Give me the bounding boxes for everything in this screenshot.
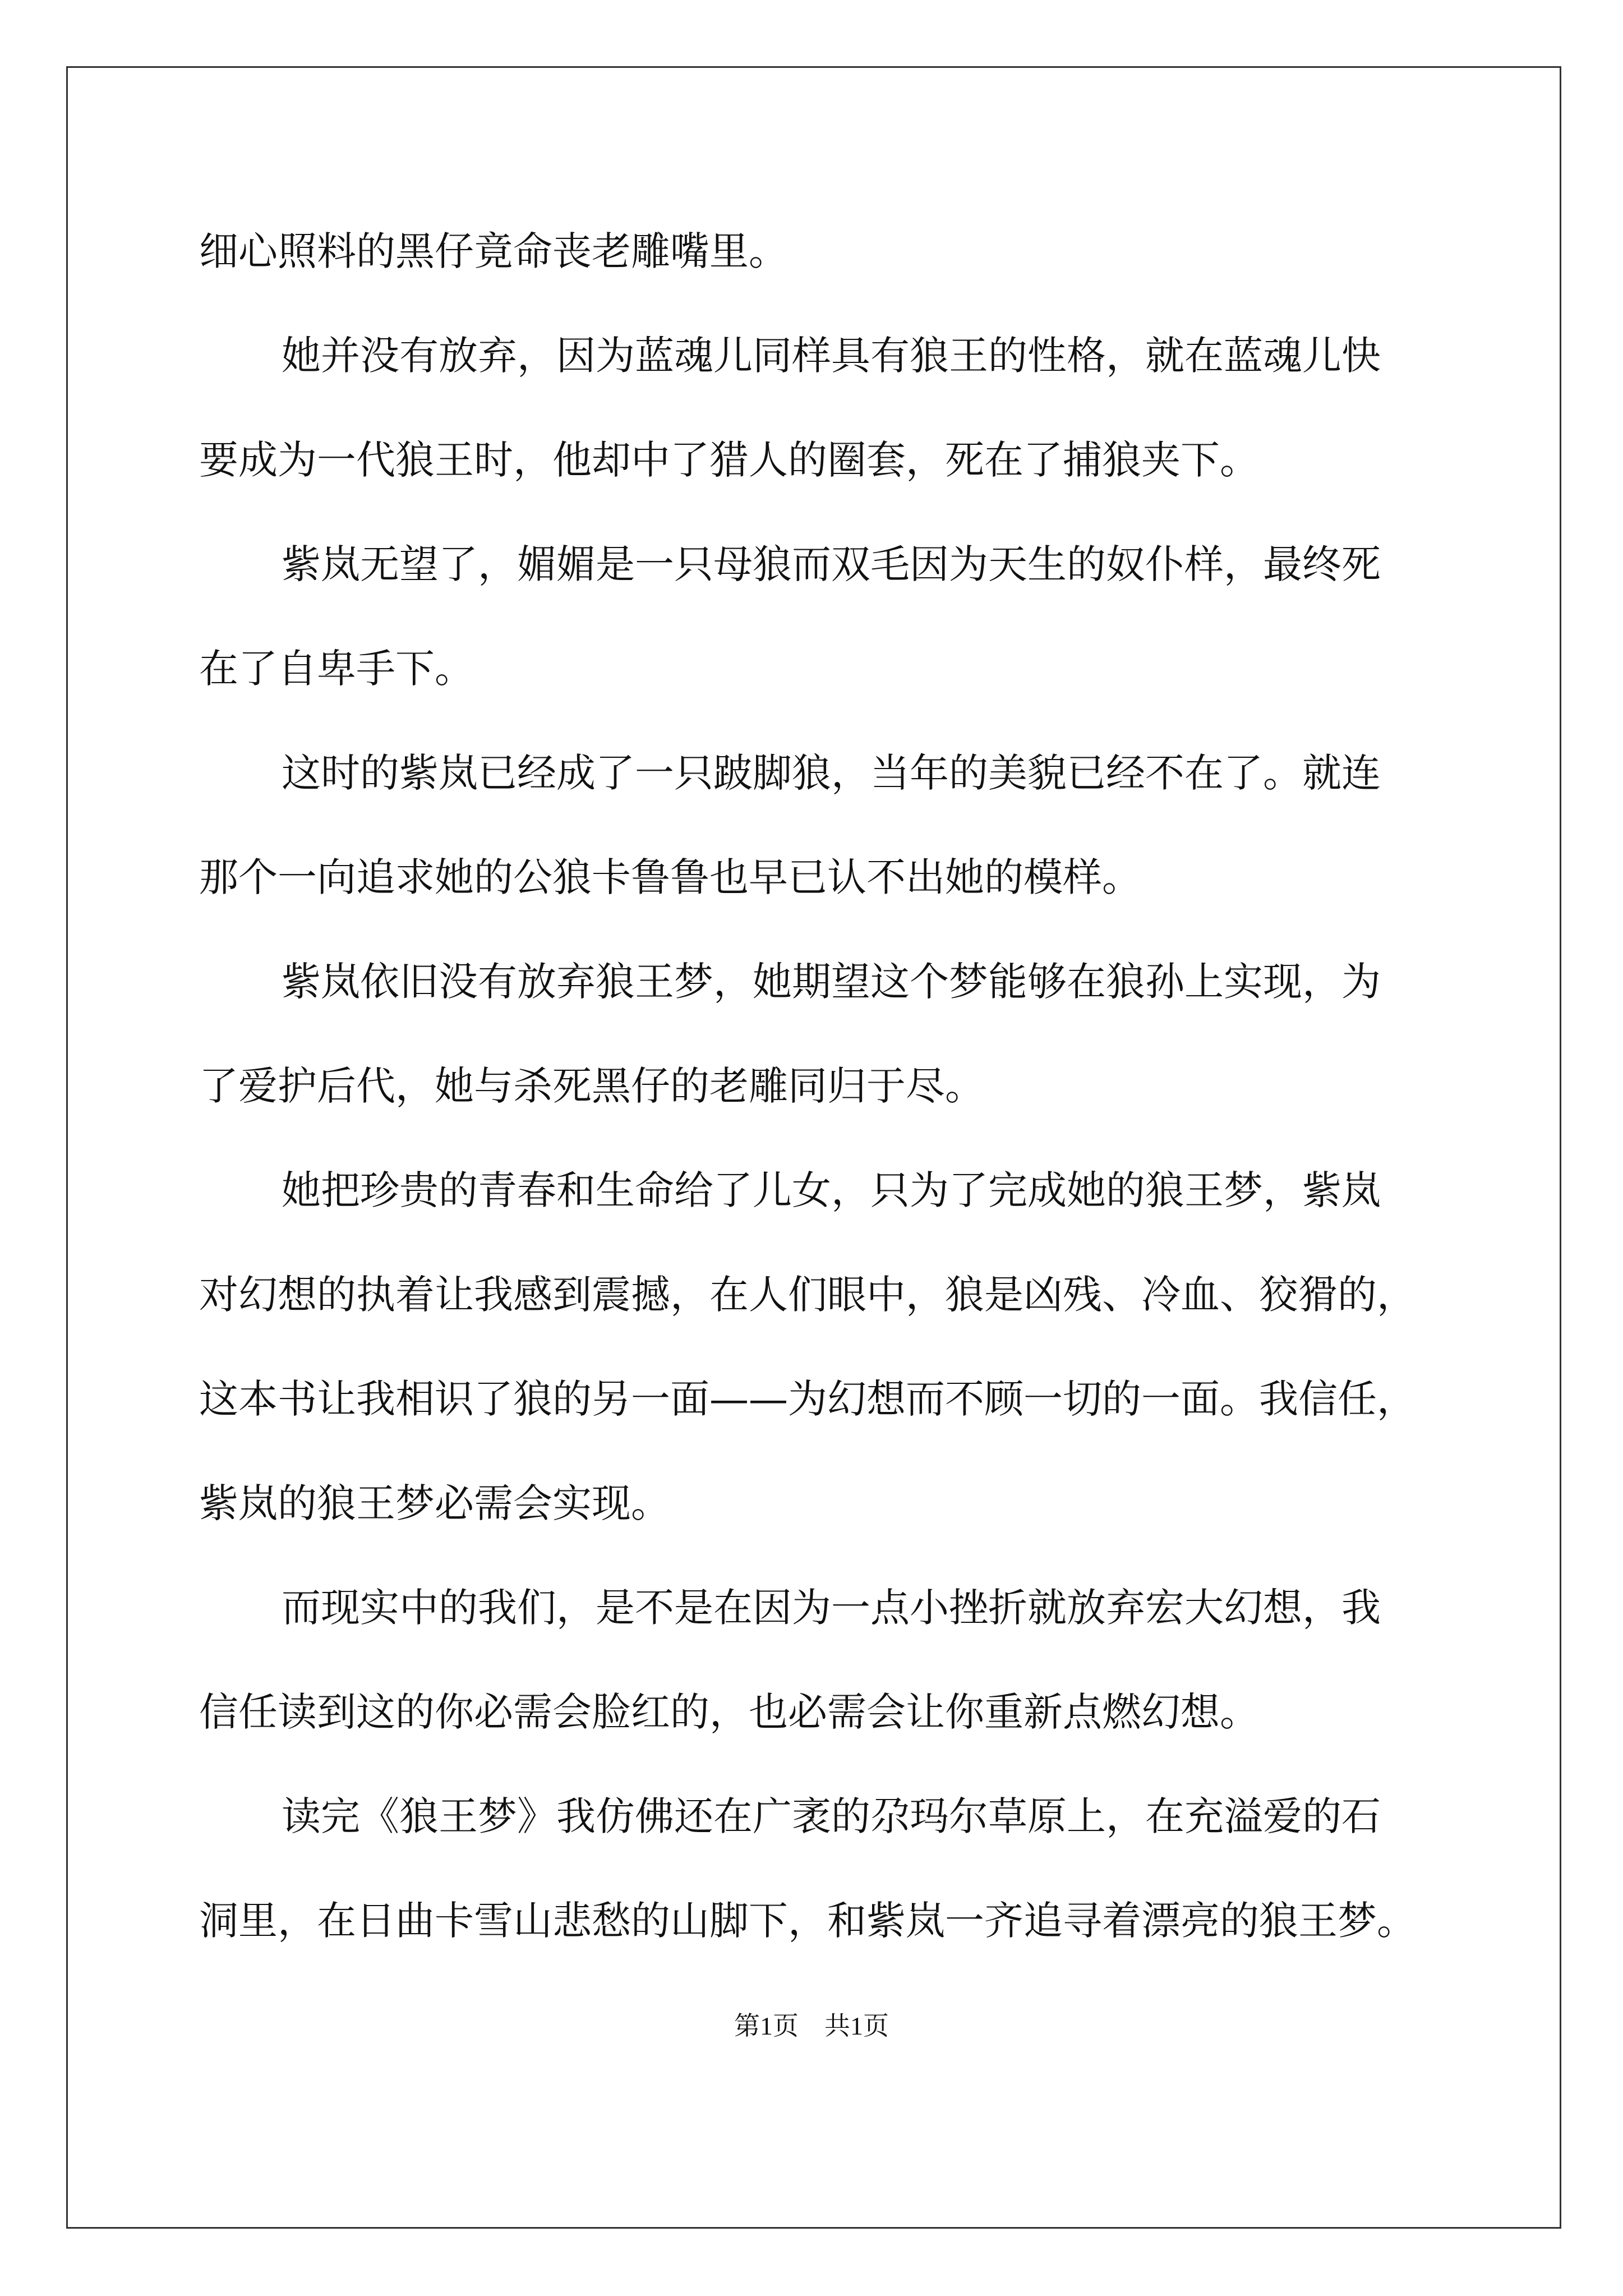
page-number: 第1页	[734, 2012, 799, 2040]
page-total: 共1页	[824, 2012, 889, 2040]
text-line: 这时的紫岚已经成了一只跛脚狼，当年的美貌已经不在了。就连	[282, 750, 1381, 796]
text-line: 信任读到这的你必需会脸红的，也必需会让你重新点燃幻想。	[199, 1689, 1259, 1735]
text-line: 她并没有放弃，因为蓝魂儿同样具有狼王的性格，就在蓝魂儿快	[282, 333, 1381, 379]
text-line: 紫岚无望了，媚媚是一只母狼而双毛因为天生的奴仆样，最终死	[282, 541, 1381, 587]
text-line: 洞里，在日曲卡雪山悲愁的山脚下，和紫岚一齐追寻着漂亮的狼王梦。	[199, 1898, 1416, 1944]
text-line: 那个一向追求她的公狼卡鲁鲁也早已认不出她的模样。	[199, 854, 1141, 900]
text-line: 这本书让我相识了狼的另一面——为幻想而不顾一切的一面。我信任，	[199, 1376, 1416, 1422]
text-line: 了爱护后代，她与杀死黑仔的老雕同归于尽。	[199, 1063, 984, 1109]
document-body	[199, 199, 1433, 1973]
text-line: 细心照料的黑仔竟命丧老雕嘴里。	[199, 228, 788, 274]
page-footer	[0, 2009, 1623, 2043]
text-line: 要成为一代狼王时，他却中了猎人的圈套，死在了捕狼夹下。	[199, 437, 1259, 483]
text-line: 在了自卑手下。	[199, 646, 474, 692]
text-line: 她把珍贵的青春和生命给了儿女，只为了完成她的狼王梦，紫岚	[282, 1167, 1381, 1213]
text-line: 读完《狼王梦》我仿佛还在广袤的尕玛尔草原上，在充溢爱的石	[282, 1793, 1381, 1839]
text-line: 而现实中的我们，是不是在因为一点小挫折就放弃宏大幻想，我	[282, 1585, 1381, 1631]
text-line: 对幻想的执着让我感到震撼，在人们眼中，狼是凶残、冷血、狡猾的，	[199, 1272, 1416, 1318]
text-line: 紫岚的狼王梦必需会实现。	[199, 1480, 670, 1526]
text-line: 紫岚依旧没有放弃狼王梦，她期望这个梦能够在狼孙上实现，为	[282, 959, 1381, 1005]
